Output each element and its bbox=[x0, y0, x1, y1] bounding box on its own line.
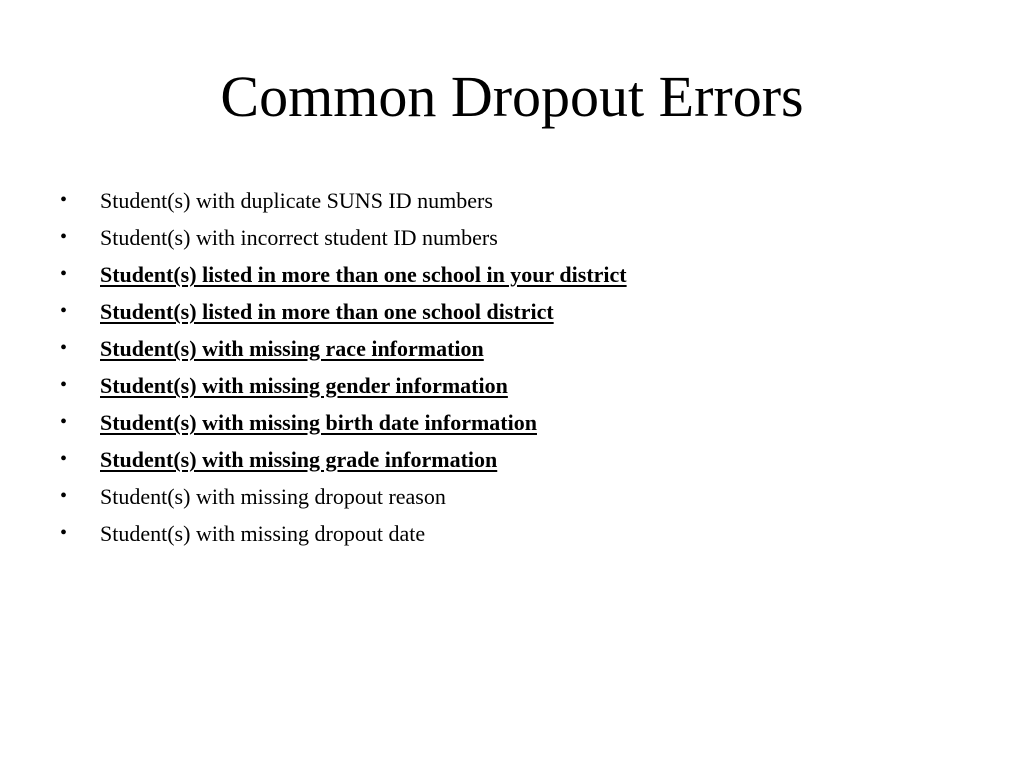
bullet-icon: • bbox=[60, 448, 68, 470]
bullet-text: Student(s) with incorrect student ID numbers bbox=[100, 225, 498, 250]
slide-title: Common Dropout Errors bbox=[220, 64, 804, 129]
bullet-icon: • bbox=[60, 374, 68, 396]
bullet-item bbox=[60, 478, 980, 515]
bullet-text-emphasized: Student(s) with missing grade information bbox=[100, 447, 498, 472]
bullet-item bbox=[60, 256, 980, 293]
bullet-icon: • bbox=[60, 263, 68, 285]
bullet-item bbox=[60, 367, 980, 404]
bullet-icon: • bbox=[60, 522, 68, 544]
bullet-list bbox=[60, 182, 980, 552]
bullet-item bbox=[60, 182, 980, 219]
bullet-item bbox=[60, 515, 980, 552]
bullet-item bbox=[60, 293, 980, 330]
bullet-icon: • bbox=[60, 189, 68, 211]
bullet-text-emphasized: Student(s) with missing race information bbox=[100, 336, 484, 361]
bullet-icon: • bbox=[60, 300, 68, 322]
bullet-icon: • bbox=[60, 226, 68, 248]
bullet-icon: • bbox=[60, 337, 68, 359]
bullet-text: Student(s) with duplicate SUNS ID numbers bbox=[100, 188, 493, 213]
bullet-text: Student(s) with missing dropout date bbox=[100, 521, 426, 546]
bullet-item bbox=[60, 219, 980, 256]
bullet-text-emphasized: Student(s) listed in more than one school district bbox=[100, 299, 554, 324]
bullet-text-emphasized: Student(s) with missing gender information bbox=[100, 373, 508, 398]
bullet-item bbox=[60, 330, 980, 367]
bullet-text-emphasized: Student(s) listed in more than one school in your district bbox=[100, 262, 627, 287]
bullet-icon: • bbox=[60, 411, 68, 433]
bullet-text-emphasized: Student(s) with missing birth date information bbox=[100, 410, 537, 435]
bullet-text: Student(s) with missing dropout reason bbox=[100, 484, 446, 509]
bullet-item bbox=[60, 441, 980, 478]
bullet-item bbox=[60, 404, 980, 441]
bullet-icon: • bbox=[60, 485, 68, 507]
